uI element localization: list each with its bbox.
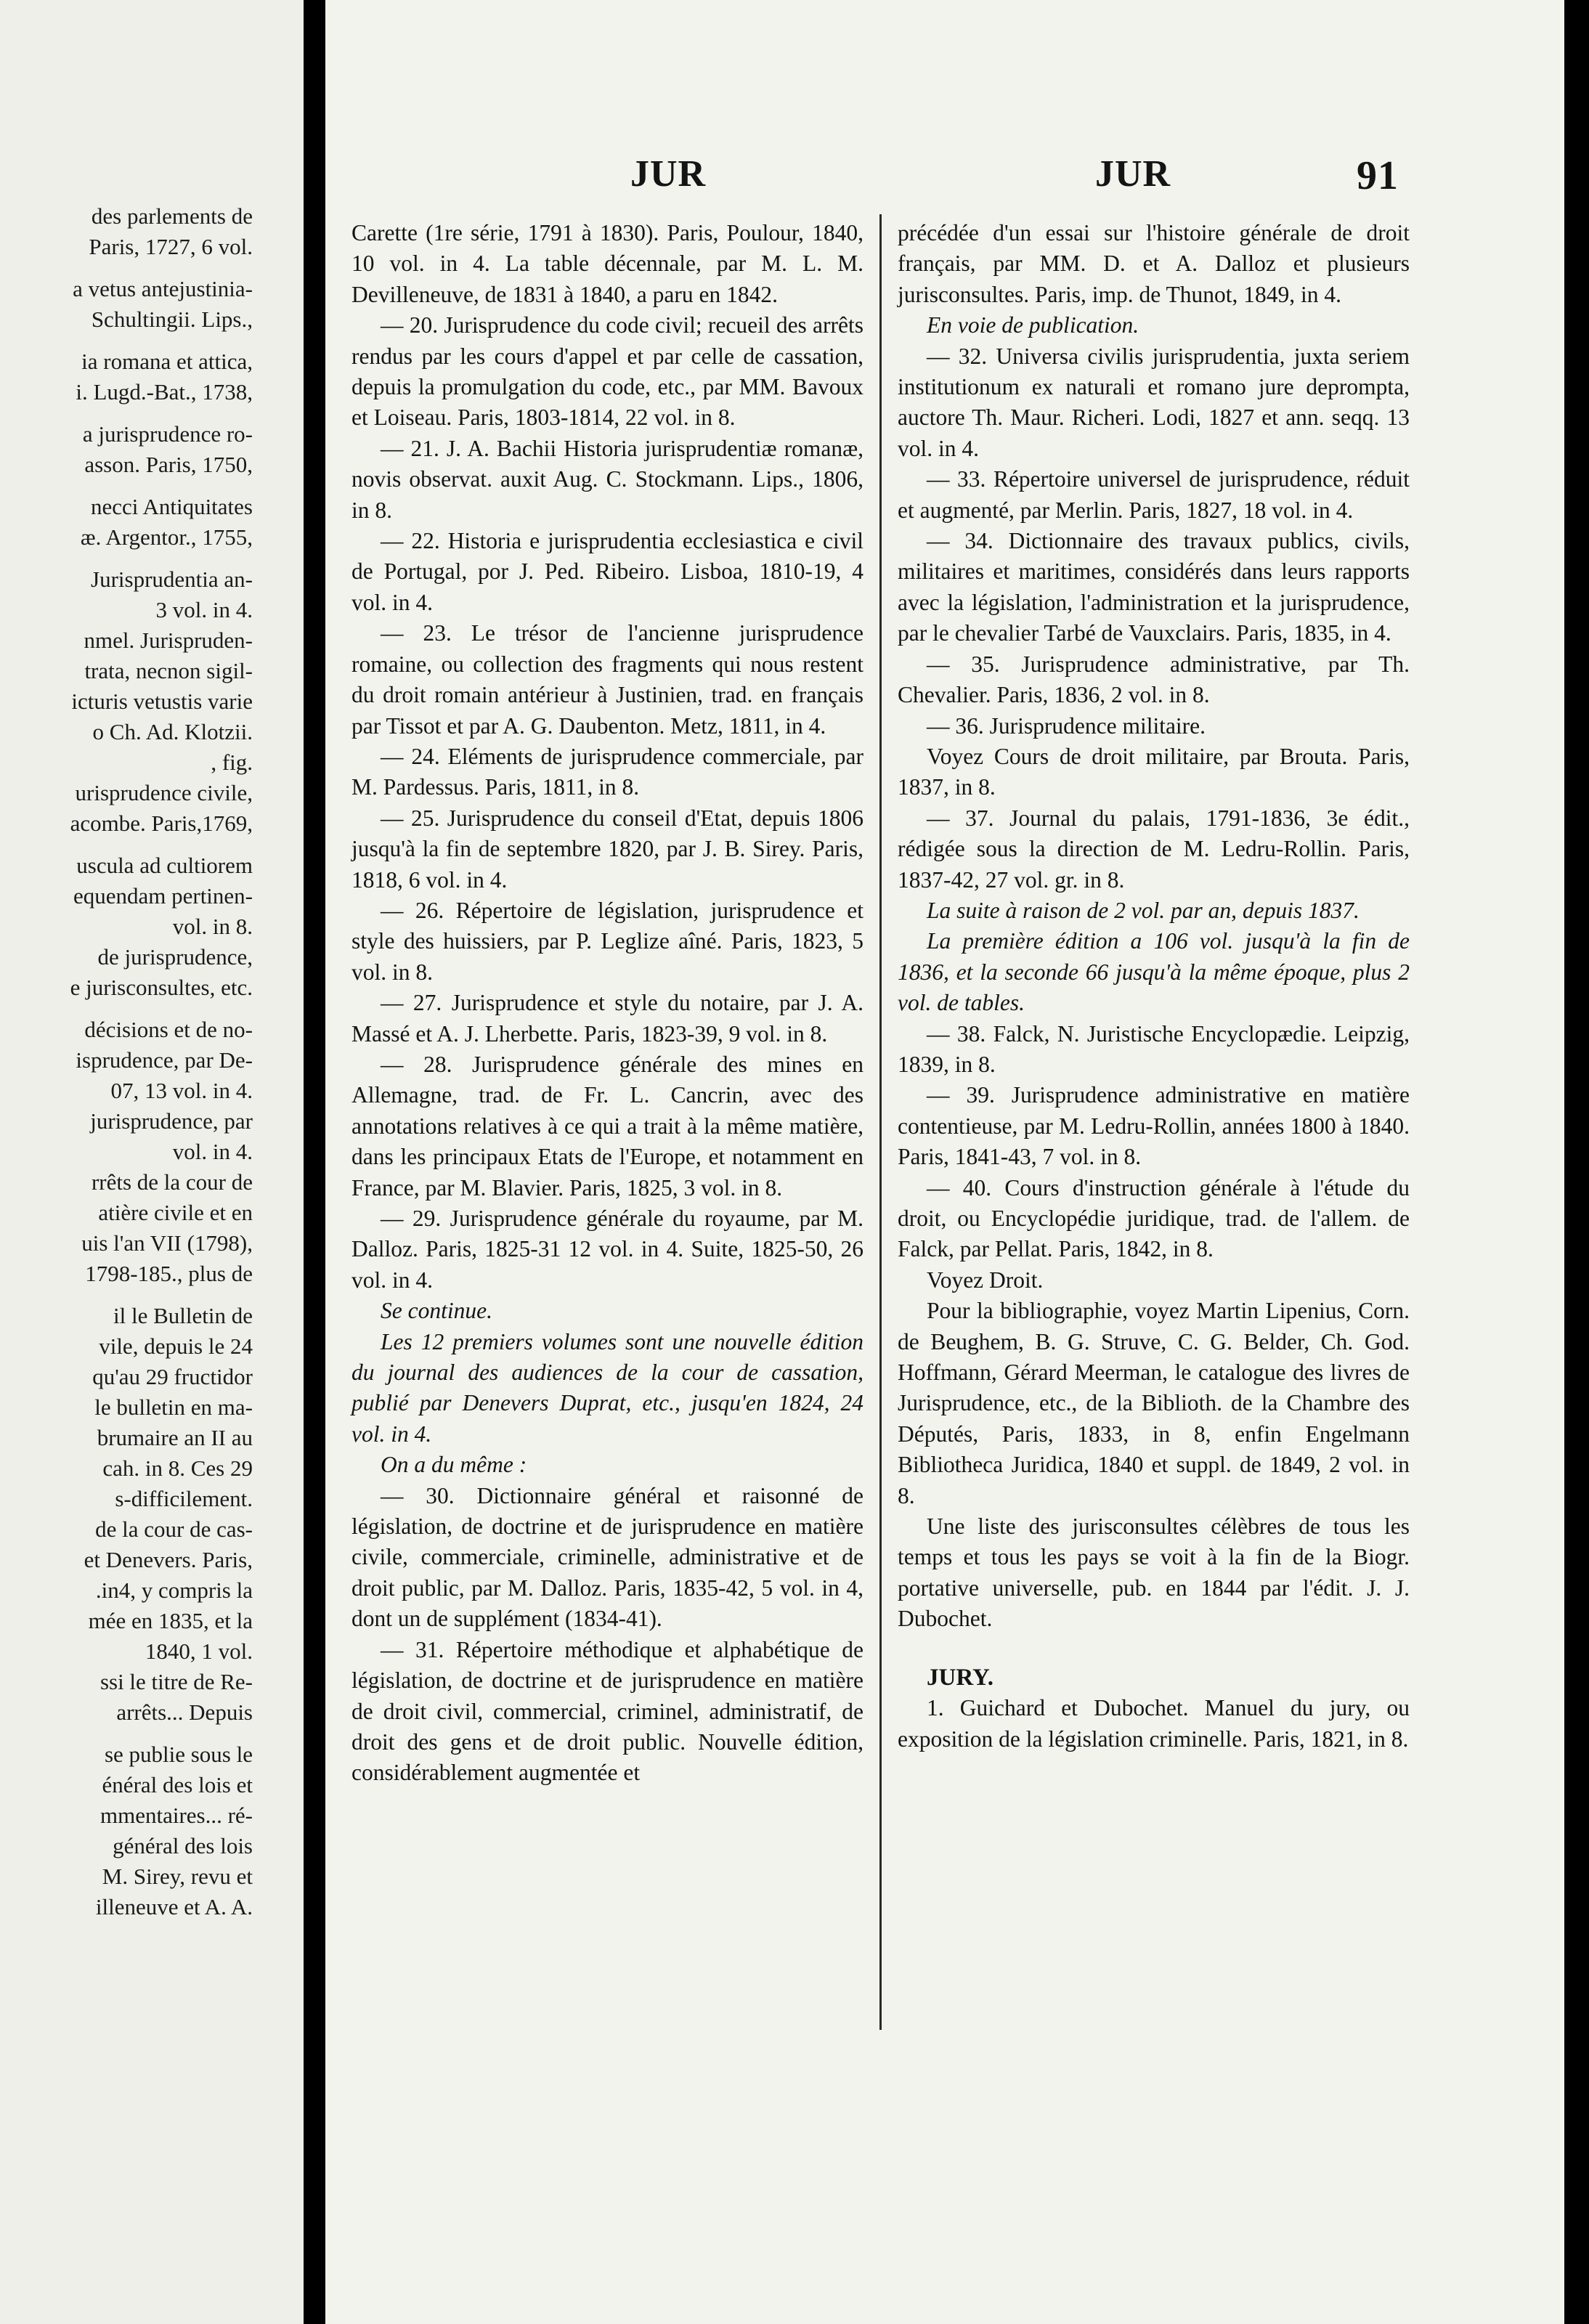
left-page-line: uis l'an VII (1798), [81,1230,253,1256]
page-right-edge [1564,0,1589,2324]
left-page-line: trata, necnon sigil- [84,658,253,683]
liste-jurisconsultes-paragraph: Une liste des jurisconsultes célèbres de tous les temps et tous les pays se voit à la fin de la Biogr. portative universelle, pub. en 1844 par l'édit. J. J. Dubochet. [898,1514,1410,1632]
left-page-line: M. Sirey, revu et [102,1864,253,1889]
entry-29: — 29. Jurisprudence générale du royaume, par M. Dalloz. Paris, 1825-31 12 vol. in 4. Suite, 1825-50, 26 vol. in 4. [351,1206,863,1293]
left-page-line: 07, 13 vol. in 4. [110,1078,253,1103]
left-page-line: ssi le titre de Re- [99,1669,253,1694]
note-on-a-du-meme: On a du même : [381,1452,527,1478]
left-page-line: nmel. Jurispruden- [84,627,253,653]
note-se-continue: Se continue. [381,1298,492,1324]
left-page-line: æ. Argentor., 1755, [80,524,253,550]
left-page-line: général des lois [113,1833,253,1858]
left-page-line: de jurisprudence, [97,944,253,970]
column-divider [879,214,882,2030]
running-head-right: JUR [1095,153,1171,195]
left-page-line: uscula ad cultiorem [76,853,253,878]
left-page-line: 3 vol. in 4. [155,597,253,622]
left-page-line: urisprudence civile, [75,780,253,805]
left-page-line: arrêts... Depuis [116,1699,253,1725]
left-page-line: , fig. [211,749,253,775]
entry-22: — 22. Historia e jurisprudentia ecclesiastica e civil de Portugal, por J. Ped. Ribeiro. Lisboa, 1810-19, 4 vol. in 4. [351,528,863,615]
left-page-line: 1798-185., plus de [85,1261,253,1286]
entry-23: — 23. Le trésor de l'ancienne jurisprudence romaine, ou collection des fragments qui nous restent du droit romain antérieur à Justinien, trad. en français par Tissot et par A. G. Daubenton. Metz, 1811, in 4. [351,620,863,739]
entry-28: — 28. Jurisprudence générale des mines en Allemagne, trad. de Fr. L. Cancrin, avec des annotations relatives à ce qui a trait à la même matière, dans les principaux Etats de l'Europe, et notamment en France, par M. Blavier. Paris, 1825, 3 vol. in 8. [351,1051,863,1200]
left-page-line: vol. in 8. [172,914,253,939]
entry-39: — 39. Jurisprudence administrative en matière contentieuse, par M. Ledru-Rollin, années 1800 à 1840. Paris, 1841-43, 7 vol. in 8. [898,1082,1410,1170]
left-page-line: .in4, y compris la [95,1577,253,1603]
left-page-line: asson. Paris, 1750, [84,452,253,477]
entry-32: — 32. Universa civilis jurisprudentia, juxta seriem institutionum ex naturali et romano jure deprompta, auctore Th. Maur. Richeri. Lodi, 1827 et ann. seqq. 13 vol. in 4. [898,343,1410,461]
left-page-line: atière civile et en [98,1200,253,1225]
text-column-right [898,218,1410,1755]
left-page-line: mée en 1835, et la [88,1608,253,1633]
left-page-line: i. Lugd.-Bat., 1738, [76,379,253,405]
bibliographie-paragraph: Pour la bibliographie, voyez Martin Lipenius, Corn. de Beughem, B. G. Struve, C. G. Belder, Ch. God. Hoffmann, Gérard Meerman, le catalogue des livres de Jurisprudence, etc., de la Biblioth. de la Chambre des Députés, Paris, 1833, in 8, enfin Engelmann Bibliotheca Juridica, 1840 et suppl. de 1849, 2 vol. in 8. [898,1298,1410,1508]
entry-25: — 25. Jurisprudence du conseil d'Etat, depuis 1806 jusqu'à la fin de septembre 1820, par J. B. Sirey. Paris, 1818, 6 vol. in 4. [351,805,863,893]
entry-carette: Carette (1re série, 1791 à 1830). Paris, Poulour, 1840, 10 vol. in 4. La table décennale, par M. L. M. Devilleneuve, de 1831 à 1840, a paru en 1842. [351,220,863,307]
entry-31: — 31. Répertoire méthodique et alphabétique de législation, de doctrine et de jurisprudence en matière de droit civil, commercial, criminel, administratif, de droit des gens et de droit public. Nouvelle édition, considérablement augmentée et [351,1636,863,1786]
left-page-line: rrêts de la cour de [91,1169,253,1195]
section-heading-jury: JURY. [927,1664,994,1691]
entry-24: — 24. Eléments de jurisprudence commerciale, par M. Pardessus. Paris, 1811, in 8. [351,743,863,800]
left-page-line: des parlements de [91,203,253,229]
note-la-suite: La suite à raison de 2 vol. par an, depuis 1837. [927,897,1360,923]
left-page-line: et Denevers. Paris, [84,1547,253,1572]
left-page-line: de la cour de cas- [95,1516,253,1542]
left-page-line: cah. in 8. Ces 29 [102,1455,253,1481]
entry-38: — 38. Falck, N. Juristische Encyclopædie. Leipzig, 1839, in 8. [898,1020,1410,1077]
entry-40: — 40. Cours d'instruction générale à l'étude du droit, ou Encyclopédie juridique, trad. de l'allem. de Falck, par Pellat. Paris, 1842, in 8. [898,1174,1410,1262]
page-number: 91 [1357,153,1399,198]
text-column-left [351,218,863,1789]
left-page-line: vile, depuis le 24 [99,1333,253,1359]
left-page-line: acombe. Paris,1769, [70,810,253,836]
book-gutter [304,0,325,2324]
left-page-line: necci Antiquitates [91,494,253,519]
entry-36: — 36. Jurisprudence militaire. [927,712,1206,739]
left-page-line: Schultingii. Lips., [91,306,253,332]
left-page-line: o Ch. Ad. Klotzii. [92,719,253,744]
left-page-fragment [0,0,304,2324]
left-page-line: Paris, 1727, 6 vol. [89,234,253,259]
entry-jury-1: 1. Guichard et Dubochet. Manuel du jury, ou exposition de la législation criminelle. Paris, 1821, in 8. [898,1695,1410,1752]
note-premiere-edition: La première édition a 106 vol. jusqu'à la fin de 1836, et la seconde 66 jusqu'à la même époque, plus 2 vol. de tables. [898,928,1410,1016]
entry-34: — 34. Dictionnaire des travaux publics, civils, militaires et maritimes, considérés dans leurs rapports avec la législation, l'administration et la jurisprudence, par le chevalier Tarbé de Vauxclairs. Paris, 1835, in 4. [898,528,1410,646]
left-page-line: equendam pertinen- [73,883,253,909]
left-page-line: s-difficilement. [115,1486,253,1511]
entry-35: — 35. Jurisprudence administrative, par Th. Chevalier. Paris, 1836, 2 vol. in 8. [898,651,1410,708]
right-page [325,0,1589,2324]
left-page-line: vol. in 4. [172,1139,253,1164]
left-page-line: a jurisprudence ro- [82,421,253,447]
left-page-line: e jurisconsultes, etc. [70,975,253,1000]
voyez-cours-droit-militaire: Voyez Cours de droit militaire, par Brouta. Paris, 1837, in 8. [898,743,1410,800]
left-page-line: isprudence, par De- [76,1047,253,1073]
running-head-left: JUR [630,153,707,195]
entry-37: — 37. Journal du palais, 1791-1836, 3e édit., rédigée sous la direction de M. Ledru-Rollin. Paris, 1837-42, 27 vol. gr. in 8. [898,805,1410,893]
entry-31-continued: précédée d'un essai sur l'histoire générale de droit français, par MM. D. et A. Dalloz et plusieurs jurisconsultes. Paris, imp. de Thunot, 1849, in 4. [898,220,1410,307]
left-page-line: illeneuve et A. A. [95,1894,253,1919]
left-page-line: il le Bulletin de [113,1303,253,1328]
entry-30: — 30. Dictionnaire général et raisonné de législation, de doctrine et de jurisprudence en matière civile, commerciale, criminelle, administrative et de droit public, par M. Dalloz. Paris, 1835-42, 5 vol. in 4, dont un de supplément (1834-41). [351,1482,863,1632]
left-page-line: a vetus antejustinia- [73,276,253,301]
entry-20: — 20. Jurisprudence du code civil; recueil des arrêts rendus par les cours d'appel et par celle de cassation, depuis la promulgation du code, etc., par MM. Bavoux et Loiseau. Paris, 1803-1814, 22 vol. in 8. [351,312,863,431]
left-page-line: icturis vetustis varie [71,688,253,714]
left-page-line: énéral des lois et [102,1772,253,1797]
left-page-line: se publie sous le [104,1742,253,1767]
note-premiers-volumes: Les 12 premiers volumes sont une nouvelle édition du journal des audiences de la cour de cassation, publié par Denevers Duprat, etc., jusqu'en 1824, 24 vol. in 4. [351,1328,863,1447]
left-page-line: le bulletin en ma- [94,1394,253,1420]
left-page-line: Jurisprudentia an- [91,566,253,592]
entry-27: — 27. Jurisprudence et style du notaire, par J. A. Massé et A. J. Lherbette. Paris, 1823-39, 9 vol. in 8. [351,990,863,1047]
left-page-line: ia romana et attica, [81,349,253,374]
left-page-line: jurisprudence, par [90,1108,253,1134]
left-page-line: mmentaires... ré- [99,1803,253,1828]
left-page-line: 1840, 1 vol. [145,1638,253,1664]
left-page-line: brumaire an II au [97,1425,253,1450]
left-page-line: décisions et de no- [84,1017,253,1042]
note-en-voie-de-publication: En voie de publication. [927,312,1139,338]
left-page-line: qu'au 29 fructidor [92,1364,253,1389]
voyez-droit: Voyez Droit. [927,1267,1044,1293]
entry-26: — 26. Répertoire de législation, jurisprudence et style des huissiers, par P. Leglize aîné. Paris, 1823, 5 vol. in 8. [351,897,863,985]
entry-33: — 33. Répertoire universel de jurisprudence, réduit et augmenté, par Merlin. Paris, 1827, 18 vol. in 4. [898,466,1410,523]
entry-21: — 21. J. A. Bachii Historia jurisprudentiæ romanæ, novis observat. auxit Aug. C. Stockmann. Lips., 1806, in 8. [351,435,863,523]
